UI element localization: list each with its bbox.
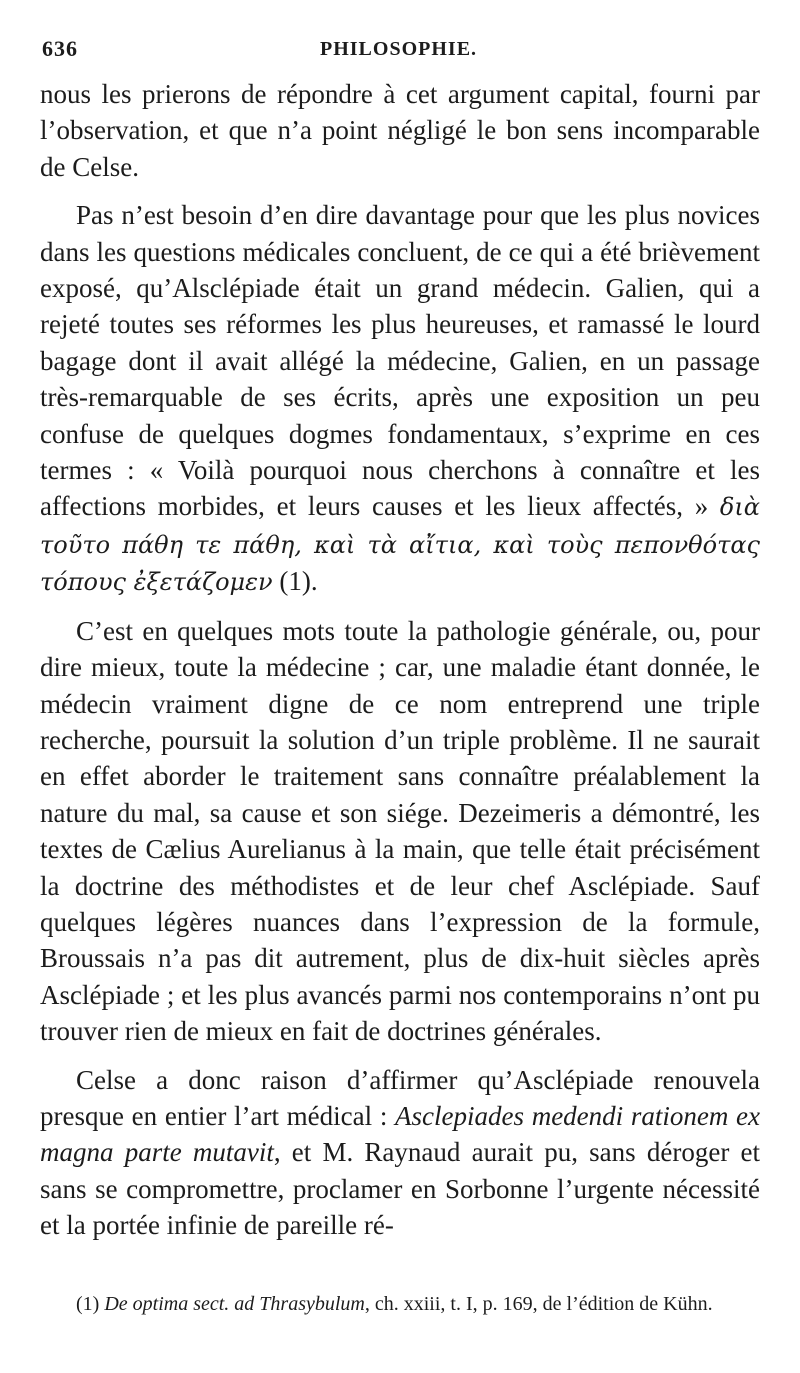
greek-quote: διὰ τοῦτο πάθη τε πάθη, καὶ τὰ αἴτια, καὶ τοὺς πεπονθότας τόπους ἐξετάζομεν <box>40 493 760 597</box>
text-segment: nous les prierons de répondre à cet argument capital, fourni par l’observation, et que n’a point négligé le bon sens incomparable de Celse. <box>40 79 760 182</box>
page-number: 636 <box>42 36 78 61</box>
text-segment: Pas n’est besoin d’en dire davantage pour que les plus novices dans les questions médicales concluent, de ce qui a été brièvement exposé, qu’Alsclépiade était un grand médecin. Galien, qui a rejeté toutes ses réformes les plus heureuses, et ramassé le lourd bagage dont il avait allégé la médecine, Galien, en un passage très-remarquable de ses écrits, après une exposition un peu confuse de quelques dogmes fondamentaux, s’exprime en ces termes : « Voilà pourquoi nous cherchons à connaître et les affections morbides, et leurs causes et les lieux affectés, » <box>40 200 760 522</box>
footnote-rest: , ch. xxiii, t. I, p. 169, de l’édition de Kühn. <box>364 1293 713 1315</box>
footnote-marker: (1) <box>76 1293 100 1315</box>
footnote-text <box>58 1292 760 1316</box>
latin-quote: Asclepiades medendi rationem ex magna parte mutavit <box>40 1100 761 1168</box>
body-text <box>40 76 760 1244</box>
text-segment: , et M. Raynaud aurait pu, sans déroger et sans se compromettre, proclamer en Sorbonne l’urgente nécessité et la portée infinie de pareille ré- <box>40 1137 760 1241</box>
paragraph <box>40 613 760 1050</box>
text-segment: C’est en quelques mots toute la pathologie générale, ou, pour dire mieux, toute la médecine ; car, une maladie étant donnée, le médecin vraiment digne de ce nom entreprend une triple recherche, poursuit la solution d’un triple problème. Il ne saurait en effet aborder le traitement sans connaître préalablement la nature du mal, sa cause et son siége. Dezeimeris a démontré, les textes de Cælius Aurelianus à la main, que telle était précisément la doctrine des méthodistes et de leur chef Asclépiade. Sauf quelques légères nuances dans l’expression de la formule, Broussais n’a pas dit autrement, plus de dix-huit siècles après Asclépiade ; et les plus avancés parmi nos contemporains n’ont pu trouver rien de mieux en fait de doctrines générales. <box>40 615 760 1047</box>
text-segment: Celse a donc raison d’affirmer qu’Asclépiade renouvela presque en entier l’art médical : <box>40 1064 760 1131</box>
paragraph <box>40 76 760 185</box>
paragraph <box>40 1062 760 1244</box>
paragraph <box>40 197 760 600</box>
text-segment: (1). <box>272 566 318 597</box>
footnote-title: De optima sect. ad Thrasybulum <box>104 1293 365 1315</box>
footnote <box>58 1292 760 1316</box>
page-header <box>40 36 760 76</box>
running-head: PHILOSOPHIE. <box>320 38 478 60</box>
